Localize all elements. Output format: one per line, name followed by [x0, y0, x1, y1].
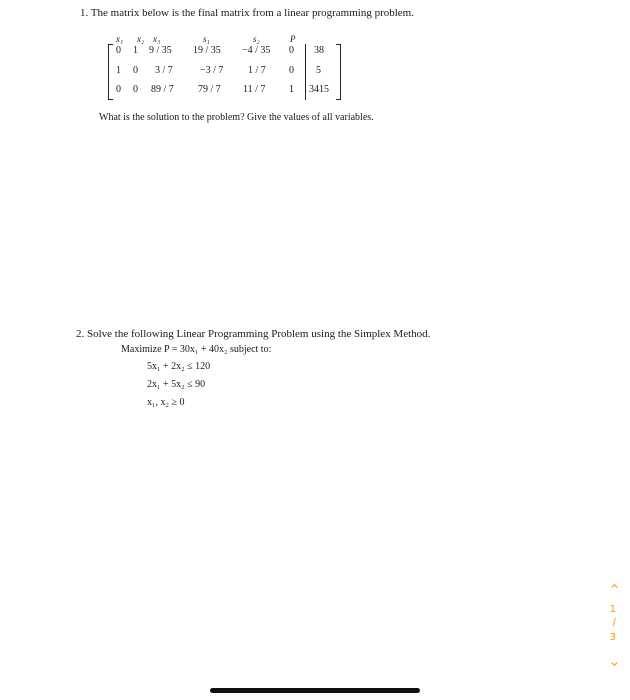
matrix-cell: 0 — [289, 45, 294, 56]
objective-function: Maximize P = 30x₁ + 40x₂ subject to: — [121, 344, 272, 355]
home-indicator-bar[interactable] — [210, 688, 420, 693]
matrix-cell: 11 / 7 — [243, 84, 266, 95]
matrix-cell: 0 — [133, 84, 138, 95]
matrix-cell: 0 — [133, 65, 138, 76]
matrix-cell: 0 — [116, 45, 121, 56]
matrix-cell: 79 / 7 — [198, 84, 221, 95]
current-page-number: 1 — [609, 604, 616, 615]
problem-1-title: 1. The matrix below is the final matrix from a linear programming problem. — [80, 7, 414, 19]
constraint-1: 5x₁ + 2x₂ ≤ 120 — [147, 361, 211, 372]
matrix-cell: 5 — [316, 65, 321, 76]
matrix-cell: −4 / 35 — [242, 45, 271, 56]
matrix-left-bracket — [108, 44, 113, 100]
header-p: P — [290, 34, 296, 44]
matrix-cell: −3 / 7 — [200, 65, 224, 76]
matrix-right-bracket — [336, 44, 341, 100]
header-x1: x₁ — [116, 34, 124, 44]
header-x2: x₂ — [137, 34, 145, 44]
matrix-cell: 1 — [133, 45, 138, 56]
matrix-cell: 1 — [289, 84, 294, 95]
header-s2: s₂ — [253, 34, 260, 44]
page-separator: / — [612, 617, 616, 628]
matrix-cell: 0 — [289, 65, 294, 76]
matrix-cell: 1 / 7 — [248, 65, 266, 76]
matrix-cell: 0 — [116, 84, 121, 95]
matrix-cell: 1 — [116, 65, 121, 76]
chevron-up-icon[interactable]: ‹ — [606, 583, 624, 589]
constraint-nonnegativity: x₁, x₂ ≥ 0 — [147, 397, 185, 408]
matrix-cell: 38 — [314, 45, 324, 56]
matrix-augment-divider — [305, 44, 306, 100]
problem-1-question: What is the solution to the problem? Give the values of all variables. — [99, 112, 374, 123]
matrix-cell: 9 / 35 — [149, 45, 172, 56]
header-x3: x₃ — [153, 34, 161, 44]
matrix-cell: 3 / 7 — [155, 65, 173, 76]
constraint-2: 2x₁ + 5x₂ ≤ 90 — [147, 379, 206, 390]
chevron-down-icon[interactable]: › — [606, 661, 624, 667]
problem-2-title: 2. Solve the following Linear Programming Problem using the Simplex Method. — [76, 328, 431, 340]
matrix-cell: 19 / 35 — [193, 45, 221, 56]
matrix-cell: 3415 — [309, 84, 329, 95]
header-s1: s₁ — [203, 34, 210, 44]
total-page-count: 3 — [609, 632, 616, 643]
matrix-cell: 89 / 7 — [151, 84, 174, 95]
